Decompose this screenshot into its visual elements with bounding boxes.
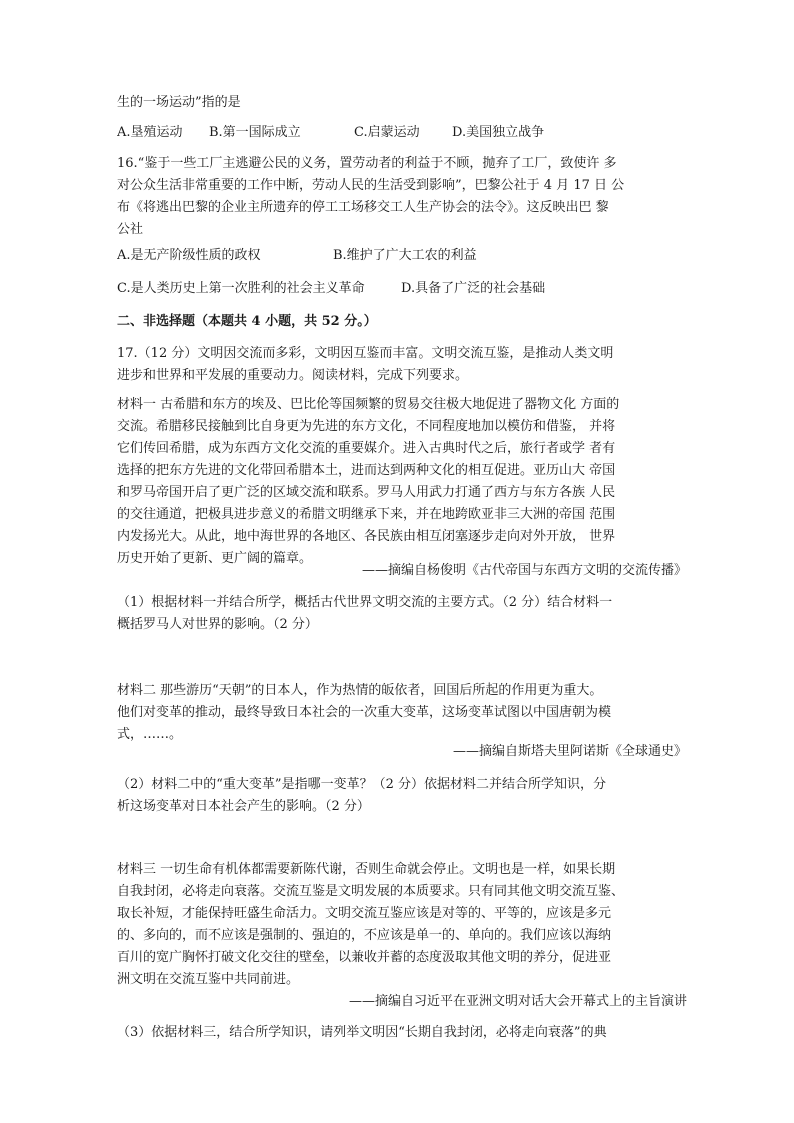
material1-line: 交流。希腊移民接触到比自身更为先进的东方文化，不同程度地加以模仿和借鉴， 并将 [117,419,616,434]
q16-options-row1 [117,245,687,267]
material3-line: 取长补短，才能保持旺盛生命活力。文明交流互鉴应该是对等的、平等的，应该是多元 [117,906,612,921]
q16-option-a: A.是无产阶级性质的政权 [117,248,261,263]
question2-line: 析这场变革对日本社会产生的影响。（2 分） [117,799,370,814]
q17-intro: 进步和世界和平发展的重要动力。阅读材料，完成下列要求。 [117,368,469,383]
material3-source: ——摘编自习近平在亚洲文明对话大会开幕式上的主旨演讲 [348,994,687,1009]
material1-source: ——摘编自杨俊明《古代帝国与东西方文明的交流传播》 [361,563,687,578]
q16-option-b: B.维护了广大工农的利益 [333,248,477,263]
q15-option-b: B.第一国际成立 [209,125,301,140]
material3-line: 百川的宽广胸怀打破文化交往的壁垒，以兼收并蓄的态度汲取其他文明的养分，促进亚 [117,950,612,965]
question1-line: 概括罗马人对世界的影响。（2 分） [117,617,318,632]
q16-option-c: C.是人类历史上第一次胜利的社会主义革命 [117,281,365,296]
material2-line: 他们对变革的推动，最终导致日本社会的一次重大变革，这场变革试图以中国唐朝为模 [117,705,612,720]
q16-line: 公社 [117,222,144,237]
material1-line: 选择的把东方先进的文化带回希腊本土，进而达到两种文化的相互促进。亚历山大 帝国 [117,463,616,478]
q15-option-d: D.美国独立战争 [452,125,545,140]
material1-line: 历史开始了更新、更广阔的篇章。 [117,551,313,566]
material1-line: 它们传回希腊，成为东西方文化交流的重要媒介。进入古典时代之后，旅行者或学 者有 [117,441,616,456]
q16-line: 对公众生活非常重要的工作中断，劳动人民的生活受到影响”，巴黎公社于 4 月 17 日 公 [117,178,625,193]
q16-line: 布《将逃出巴黎的企业主所遗弃的停工工场移交工人生产协会的法令》。这反映出巴 黎 [117,200,609,215]
material2-line: 材料二 那些游历“天朝”的日本人，作为热情的皈依者，回国后所起的作用更为重大。 [117,683,603,698]
q15-option-a: A.垦殖运动 [117,125,183,140]
material2-line: 式，……。 [117,727,183,742]
material3-line: 自我封闭，必将走向衰落。交流互鉴是文明发展的本质要求。只有同其他文明交流互鉴、 [117,884,625,899]
material2-source: ——摘编自斯塔夫里阿诺斯《全球通史》 [452,744,687,759]
material3-line: 的、多向的，而不应该是强制的、强迫的，不应该是单一的、单向的。我们应该以海纳 [117,928,612,943]
material1-line: 和罗马帝国开启了更广泛的区域交流和联系。罗马人用武力打通了西方与东方各族 人民 [117,485,616,500]
material1-line: 的交往通道，把极具进步意义的希腊文明继承下来，并在地跨欧亚非三大洲的帝国 范围 [117,507,616,522]
material3-line: 材料三 一切生命有机体都需要新陈代谢，否则生命就会停止。文明也是一样，如果长期 [117,862,616,877]
q15-tail: 生的一场运动”指的是 [117,95,241,110]
question2-line: （2）材料二中的“重大变革”是指哪一变革？（2 分）依据材料二并结合所学知识，分 [117,777,606,792]
q15-options [117,122,687,144]
q15-option-c: C.启蒙运动 [354,125,420,140]
question1-line: （1）根据材料一并结合所学，概括古代世界文明交流的主要方式。（2 分）结合材料一 [117,595,613,610]
question3-line: （3）依据材料三，结合所学知识，请列举文明因“长期自我封闭，必将走向衰落”的典 [117,1025,607,1040]
material3-line: 洲文明在交流互鉴中共同前进。 [117,972,300,987]
section-heading: 二、非选择题（本题共 4 小题，共 52 分。） [117,314,377,329]
q16-options-row2 [117,278,687,300]
q17-intro: 17.（12 分）文明因交流而多彩，文明因互鉴而丰富。文明交流互鉴，是推动人类文明 [117,346,614,361]
material1-line: 内发扬光大。从此，地中海世界的各地区、各民族由相互闭塞逐步走向对外开放， 世界 [117,529,616,544]
q16-option-d: D.具备了广泛的社会基础 [401,281,546,296]
material1-line: 材料一 古希腊和东方的埃及、巴比伦等国频繁的贸易交往极大地促进了器物文化 方面的 [117,397,620,412]
q16-line: 16.“鉴于一些工厂主逃避公民的义务，置劳动者的利益于不顾，抛弃了工厂，致使许 多 [117,156,617,171]
